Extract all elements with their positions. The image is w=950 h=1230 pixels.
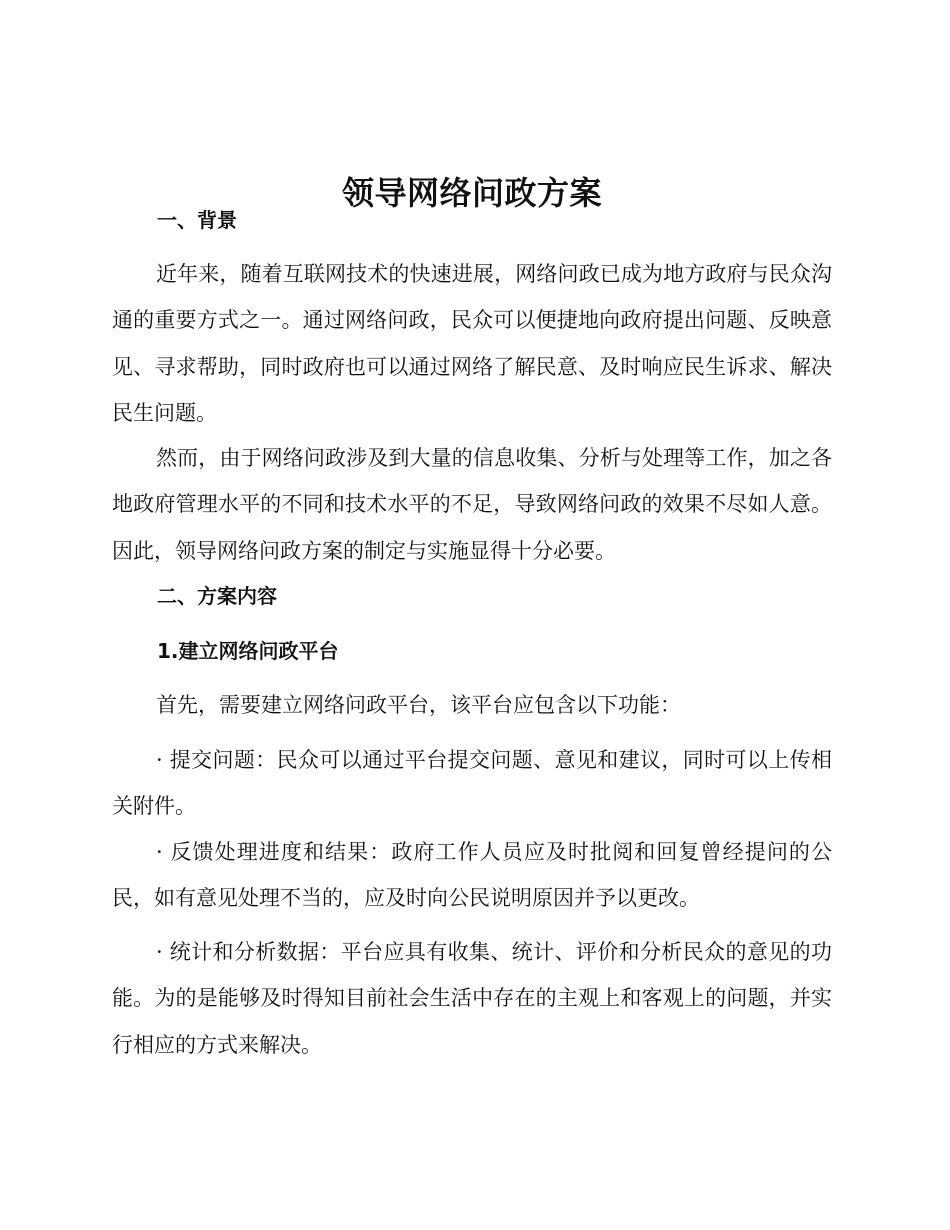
- paragraph-background-1: 近年来，随着互联网技术的快速进展，网络问政已成为地方政府与民众沟通的重要方式之一。通过网络问政，民众可以便捷地向政府提出问题、反映意见、寻求帮助，同时政府也可以通过网络了解民意、及时响应民生诉求、解决民生问题。: [112, 262, 832, 425]
- paragraph-platform-intro: 首先，需要建立网络问政平台，该平台应包含以下功能：: [156, 693, 681, 717]
- document-page: [112, 0, 832, 1230]
- bullet-feedback-progress: · 反馈处理进度和结果：政府工作人员应及时批阅和回复曾经提问的公民，如有意见处理不当的，应及时向公民说明原因并予以更改。: [112, 840, 832, 911]
- subheading-platform: 1.建立网络问政平台: [157, 639, 339, 663]
- bullet-submit-question: · 提交问题：民众可以通过平台提交问题、意见和建议，同时可以上传相关附件。: [112, 748, 832, 819]
- paragraph-background-2: 然而，由于网络问政涉及到大量的信息收集、分析与处理等工作，加之各地政府管理水平的不同和技术水平的不足，导致网络问政的效果不尽如人意。因此，领导网络问政方案的制定与实施显得十分必要。: [112, 446, 832, 563]
- section-heading-background: 一、背景: [157, 208, 237, 232]
- section-heading-plan: 二、方案内容: [157, 584, 277, 608]
- bullet-statistics-analysis: · 统计和分析数据：平台应具有收集、统计、评价和分析民众的意见的功能。为的是能够及时得知目前社会生活中存在的主观上和客观上的问题，并实行相应的方式来解决。: [112, 940, 832, 1057]
- document-title: 领导网络问政方案: [341, 174, 602, 213]
